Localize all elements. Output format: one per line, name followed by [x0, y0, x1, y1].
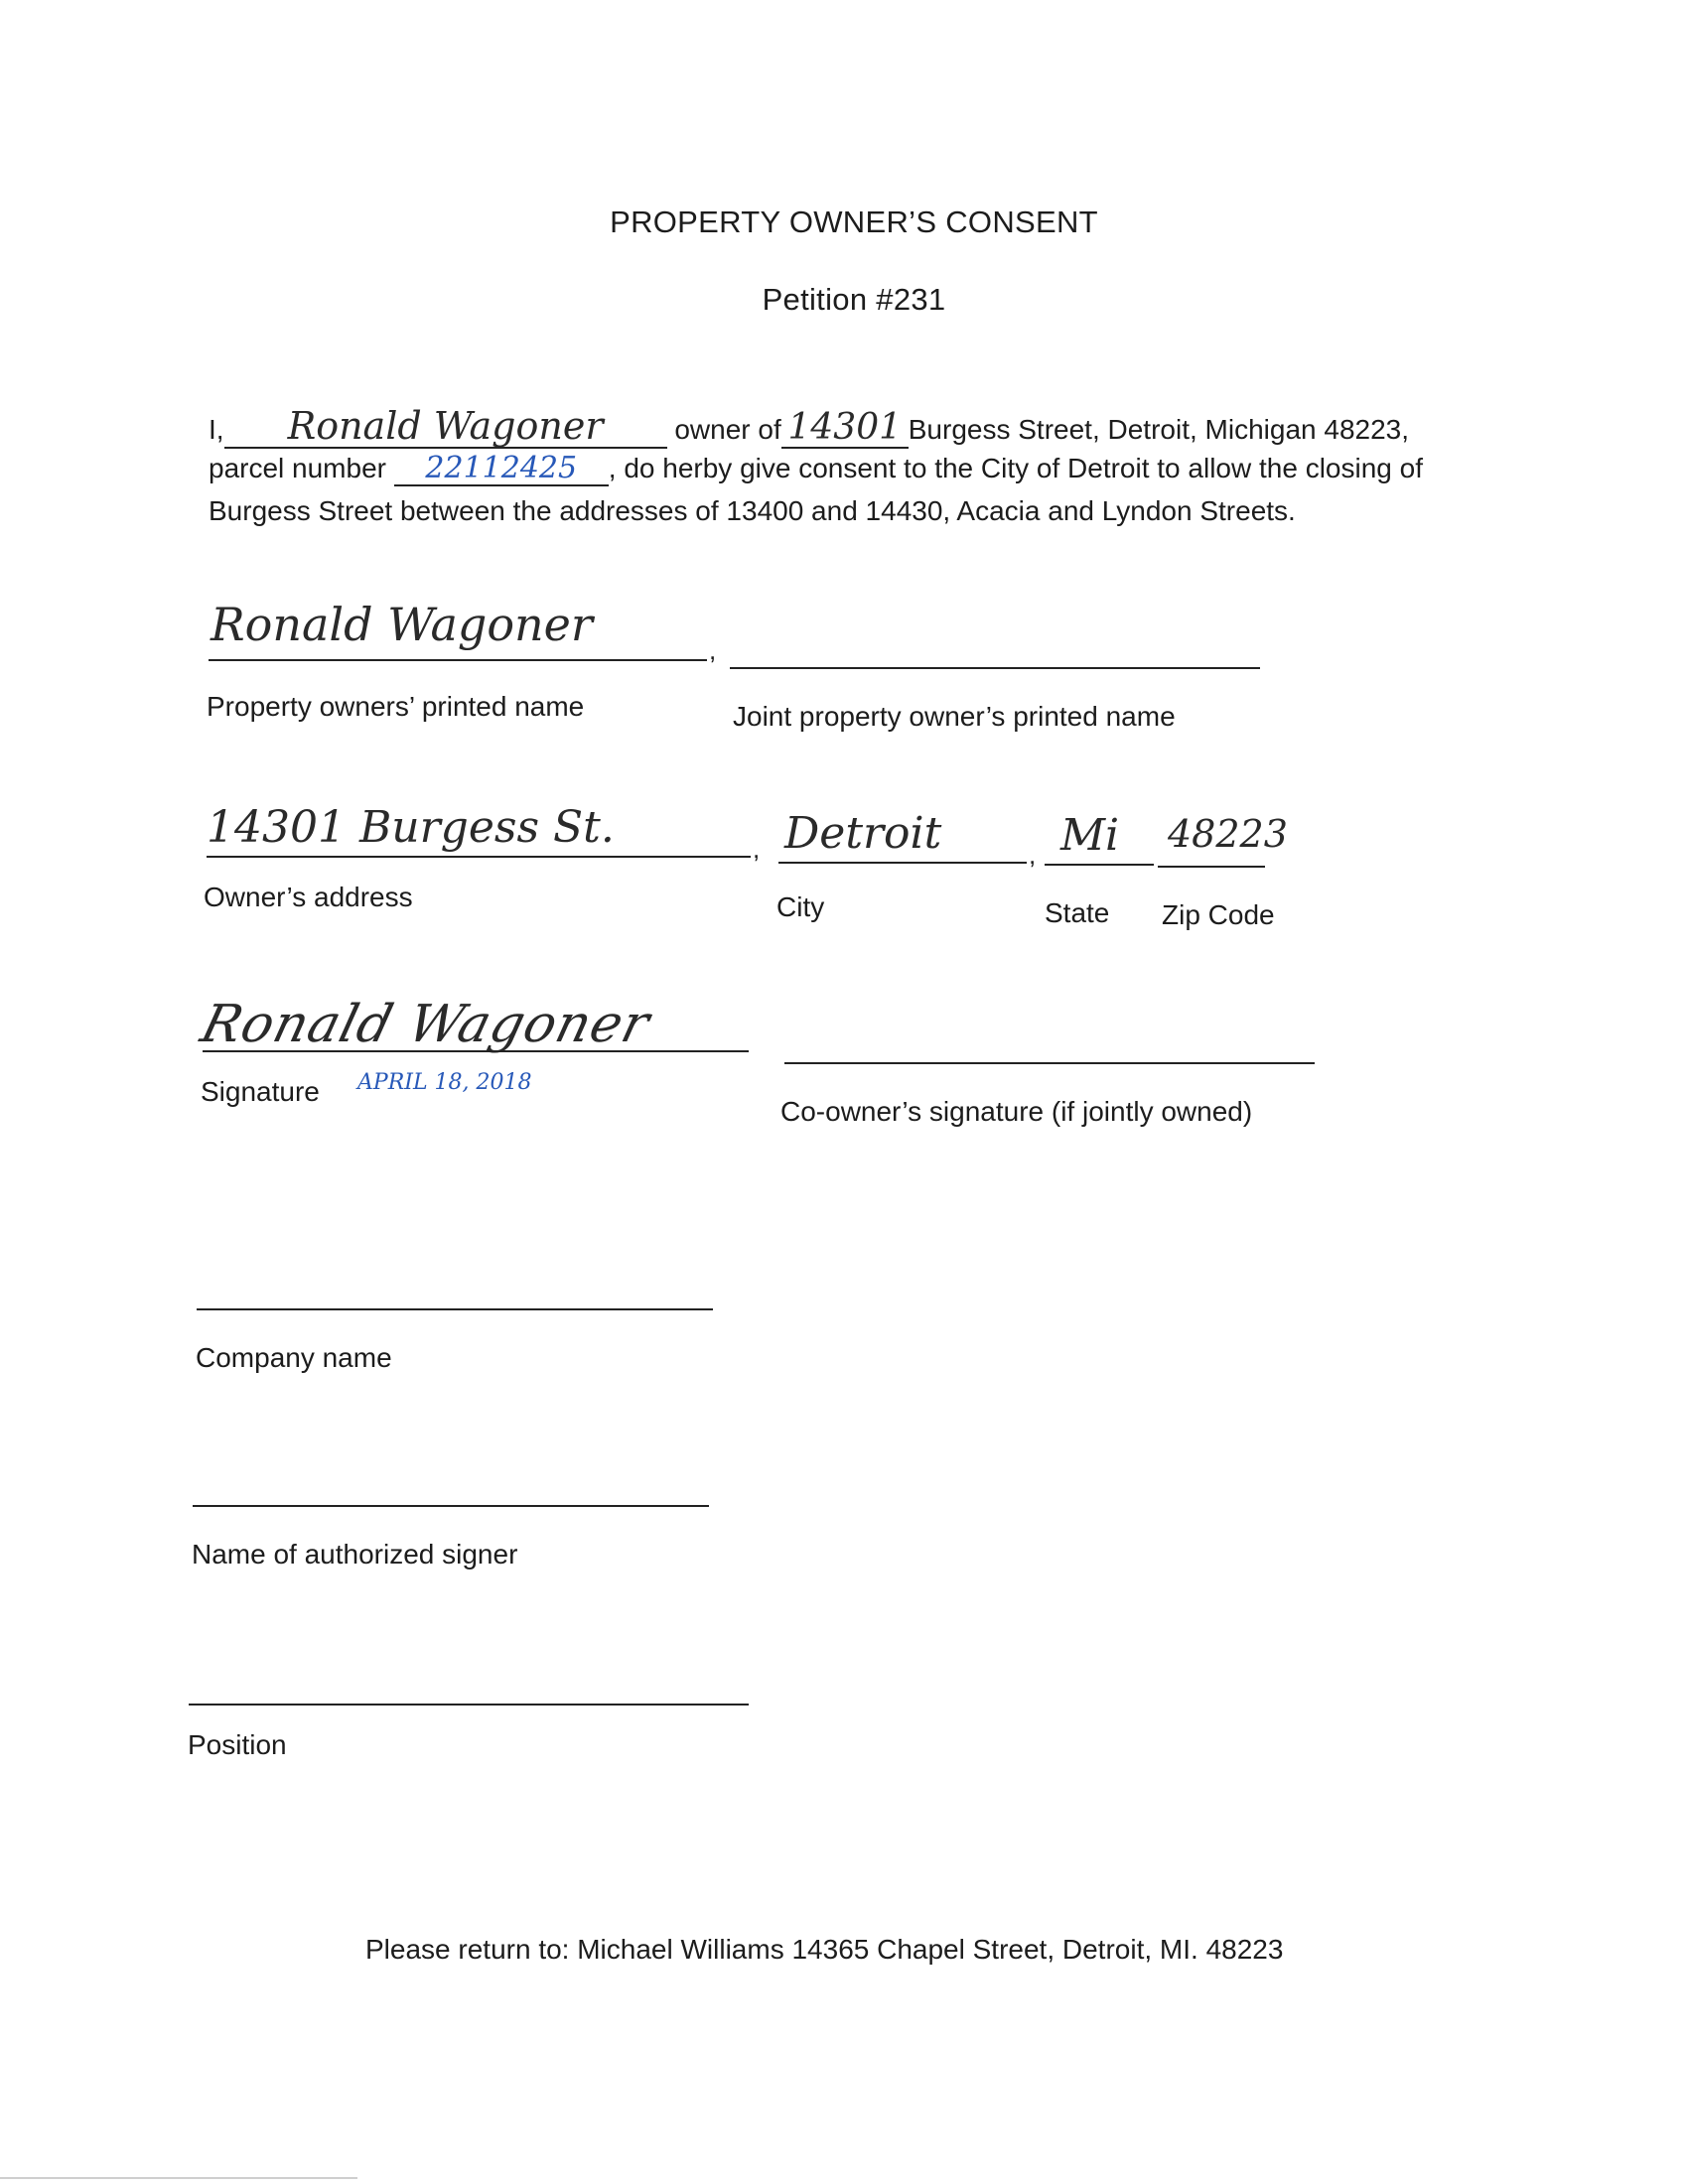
zip-value[interactable]: 48223 [1168, 812, 1288, 856]
city-label: City [776, 891, 825, 922]
parcel-number-field[interactable]: 22112425 [394, 453, 609, 486]
signature-label: Signature [201, 1076, 320, 1107]
position-line[interactable] [189, 1704, 749, 1706]
street-text: Burgess Street, Detroit, Michigan 48223, [908, 414, 1410, 445]
paragraph-prefix: I, [209, 414, 224, 445]
company-name-label: Company name [196, 1342, 392, 1373]
address-line [207, 856, 751, 858]
authorized-signer-label: Name of authorized signer [192, 1539, 518, 1570]
printed-name-label: Property owners’ printed name [207, 691, 585, 722]
position-label: Position [188, 1729, 287, 1760]
zip-line [1158, 866, 1265, 868]
state-label: State [1045, 897, 1110, 928]
city-line [778, 862, 1027, 864]
signature-value[interactable]: Ronald Wagoner [195, 995, 656, 1054]
joint-name-line[interactable] [730, 667, 1260, 669]
company-name-line[interactable] [197, 1308, 713, 1310]
form-title: PROPERTY OWNER’S CONSENT [610, 205, 1098, 239]
state-value[interactable]: Mi [1060, 810, 1120, 861]
state-line [1045, 864, 1154, 866]
consent-paragraph-line-3: Burgess Street between the addresses of 13400 and 14430, Acacia and Lyndon Streets. [209, 495, 1296, 526]
consent-paragraph-line-1 [209, 404, 1410, 449]
return-address-footer: Please return to: Michael Williams 14365 Chapel Street, Detroit, MI. 48223 [365, 1934, 1284, 1965]
consent-text: , do herby give consent to the City of Detroit to allow the closing of [608, 453, 1423, 483]
joint-name-label: Joint property owner’s printed name [733, 701, 1176, 732]
city-value[interactable]: Detroit [784, 808, 942, 859]
signature-line [203, 1050, 749, 1052]
zip-label: Zip Code [1162, 899, 1275, 930]
printed-name-line [209, 659, 707, 661]
address-value[interactable]: 14301 Burgess St. [207, 802, 615, 853]
parcel-text: parcel number [209, 453, 386, 483]
address-label: Owner’s address [204, 882, 413, 912]
signature-date: APRIL 18, 2018 [357, 1070, 532, 1095]
owner-name-field[interactable]: Ronald Wagoner [224, 407, 667, 449]
scan-edge-mark [0, 2177, 357, 2179]
authorized-signer-line[interactable] [193, 1505, 709, 1507]
printed-name-value[interactable]: Ronald Wagoner [211, 598, 593, 651]
consent-paragraph-line-2 [209, 453, 1423, 486]
comma-separator: , [1029, 840, 1037, 870]
comma-separator: , [753, 834, 761, 864]
coowner-signature-label: Co-owner’s signature (if jointly owned) [780, 1096, 1253, 1127]
comma-separator: , [709, 635, 717, 665]
petition-number: Petition #231 [762, 282, 946, 317]
address-number-field[interactable]: 14301 [781, 409, 909, 449]
coowner-signature-line[interactable] [784, 1062, 1315, 1064]
owner-of-text: owner of [674, 414, 781, 445]
